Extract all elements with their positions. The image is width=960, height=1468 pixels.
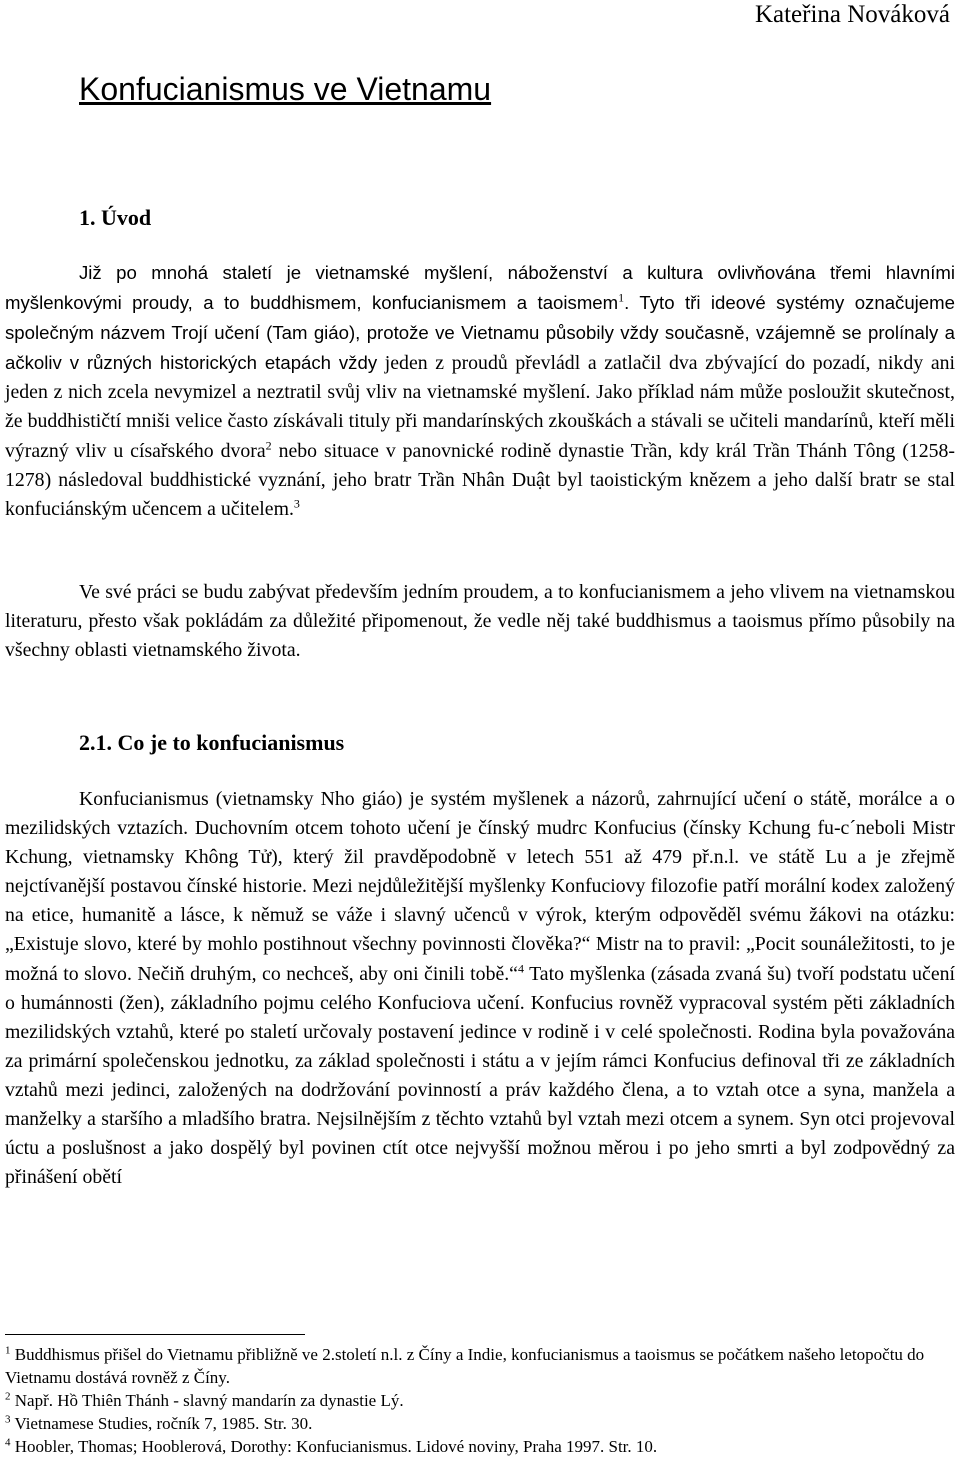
footnote-4 <box>5 1435 955 1458</box>
intro-paragraph-2: Ve své práci se budu zabývat především jedním proudem, a to konfucianismem a jeho vlivem na vietnamskou literaturu, přesto však pokládám za důležité připomenout, že vedle něj také buddhismus a taoismus přímo působily na všechny oblasti vietnamského života. <box>5 581 955 662</box>
intro-text-b: . Tyto tři ideové systémy označujeme společným názvem Trojí učení (Tam giáo), protože ve Vietnamu působily vždy současně, vzájemně se prolínaly a ačkoliv v různých historických etapách vždy <box>5 292 955 374</box>
author-name: Kateřina Nováková <box>754 1 950 28</box>
confucianism-text-b: Tato myšlenka (zásada zvaná šu) tvoří podstatu učení o humánnosti (žen), základního pojmu celého Konfuciova učení. Konfucius rovněž vypracoval systém pěti základních mezilidských vztahů, které po staletí určovaly postavení jedince v rodině i v celé společnosti. Rodina byla považována za primární společenskou jednotku, za základ společnosti i státu a v jejím rámci Konfucius definoval tři ze základních vztahů mezi jedinci, založených na dodržování povinností a práv každého člena, a to vztah otce a syna, manžela a manželky a staršího a mladšího bratra. Nejsilnějším z těchto vztahů byl vztah mezi otcem a synem. Syn otci projevoval úctu a poslušnost a jako dospělý byl povinen ctít otce nejvyšší možnou měrou i po jeho smrti a byl zodpovědný za přinášení obětí <box>5 962 955 1189</box>
footnote-3 <box>5 1412 955 1435</box>
footnote-ref-2[interactable]: 2 <box>265 437 272 452</box>
footnote-ref-3[interactable]: 3 <box>293 496 300 511</box>
document-title: Konfucianismus ve Vietnamu <box>79 71 492 107</box>
intro-paragraph-1 <box>5 258 955 524</box>
footnote-number: 3 <box>5 1413 11 1426</box>
footnote-text: Hoobler, Thomas; Hooblerová, Dorothy: Konfucianismus. Lidové noviny, Praha 1997. Str. 10. <box>14 1437 658 1456</box>
footnote-text: Buddhismus přišel do Vietnamu přibližně ve 2.století n.l. z Číny a Indie, konfucianismus a taoismus se počátkem našeho letopočtu do Vietnamu dostává rovněž z Číny. <box>5 1345 925 1387</box>
footnote-number: 1 <box>5 1344 11 1357</box>
footnote-text: Např. Hồ Thiên Thánh - slavný mandarín za dynastie Lý. <box>14 1391 404 1410</box>
section-heading-intro: 1. Úvod <box>79 205 152 230</box>
footnote-ref-4[interactable]: 4 <box>517 960 524 975</box>
footnote-text: Vietnamese Studies, ročník 7, 1985. Str. 30. <box>14 1414 313 1433</box>
footnote-divider <box>5 1334 305 1335</box>
footnote-number: 4 <box>5 1436 11 1449</box>
footnote-1 <box>5 1343 955 1389</box>
confucianism-paragraph <box>5 785 955 1192</box>
intro-text-a: Již po mnohá staletí je vietnamské myšlení, náboženství a kultura ovlivňována třemi hlavními myšlenkovými proudy, a to buddhismem, konfucianismem a taoismem <box>5 262 955 314</box>
footnote-number: 2 <box>5 1390 11 1403</box>
intro-text-d: nebo situace v panovnické rodině dynastie Trần, kdy král Trần Thánh Tông (1258-1278) následoval buddhistické vyznání, jeho bratr Trần Nhân Duật byl taoistickým knězem a jeho další bratr se stal konfuciánským učencem a učitelem. <box>5 439 955 520</box>
section-heading-confucianism: 2.1. Co je to konfucianismus <box>79 730 345 755</box>
footnotes <box>5 1343 955 1458</box>
confucianism-text-a: Konfucianismus (vietnamsky Nho giáo) je systém myšlenek a názorů, zahrnující učení o státě, morálce a o mezilidských vztazích. Duchovním otcem tohoto učení je čínský mudrc Konfucius (čínsky Kchung fu-c´neboli Mistr Kchung, vietnamsky Không Tử), který žil pravděpodobně v letech 551 až 479 př.n.l. ve státě Lu a je zřejmě nejctívanější postavou čínské historie. Mezi nejdůležitější myšlenky Konfuciovy filozofie patří morální kodex založený na etice, humanitě a lásce, k němuž se váže i slavný učenců v výrok, kterým odpověděl svému žákovi na otázku: „Existuje slovo, které by mohlo postihnout všechny povinnosti člověka?“ Mistr na to pravil: „Pocit sounáležitosti, to je možná to slovo. Nečiň druhým, co nechceš, aby oni činili tobě.“ <box>5 788 955 985</box>
intro-text-c: jeden z proudů převládl a zatlačil dva zbývající do pozadí, nikdy ani jeden z nich zcela nevymizel a neztratil svůj vliv na vietnamské myšlení. Jako příklad nám může posloužit skutečnost, že buddhističtí mniši velice často získávali tituly při mandarínských zkouškách a stávali se učiteli mandarínů, kteří měli výrazný vliv u císařského dvora <box>5 352 956 462</box>
footnote-2 <box>5 1389 955 1412</box>
footnote-ref-1[interactable]: 1 <box>618 290 625 305</box>
